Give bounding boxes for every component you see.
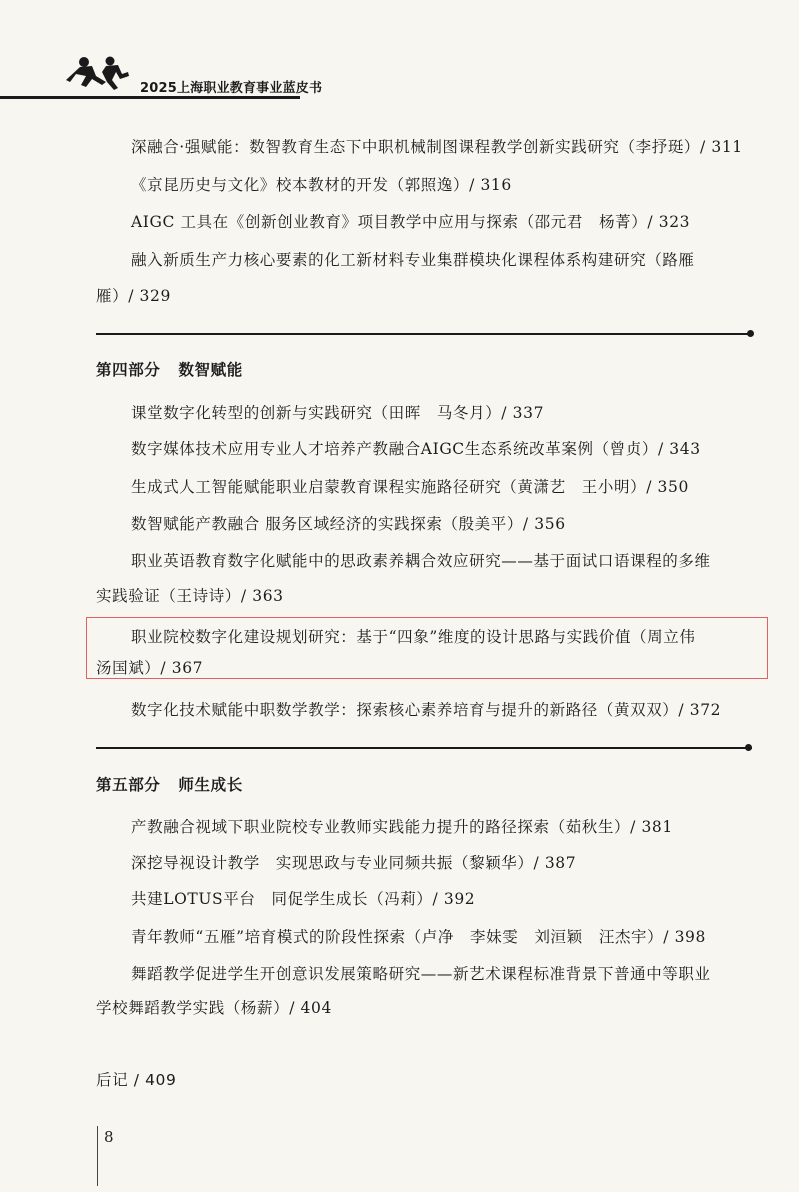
toc-entry[interactable]: 数字化技术赋能中职数学教学：探索核心素养培育与提升的新路径（黄双双）/ 372 — [131, 701, 722, 719]
toc-entry[interactable]: 深挖导视设计教学 实现思政与专业同频共振（黎颖华）/ 387 — [131, 854, 577, 872]
afterword-entry[interactable]: 后记 / 409 — [96, 1071, 177, 1089]
toc-entry[interactable]: 青年教师“五雁”培育模式的阶段性探索（卢净 李妹雯 刘洹颖 汪杰宇）/ 398 — [131, 928, 706, 946]
toc-entry[interactable]: 生成式人工智能赋能职业启蒙教育课程实施路径研究（黄潇艺 王小明）/ 350 — [131, 478, 689, 496]
toc-entry[interactable]: 《京昆历史与文化》校本教材的开发（郭照逸）/ 316 — [131, 176, 512, 194]
toc-entry-continuation[interactable]: 学校舞蹈教学实践（杨薪）/ 404 — [96, 999, 332, 1017]
book-title: 2025上海职业教育事业蓝皮书 — [140, 81, 323, 96]
toc-entry-continuation[interactable]: 雁）/ 329 — [96, 287, 171, 305]
toc-entry-highlighted[interactable]: 职业院校数字化建设规划研究：基于“四象”维度的设计思路与实践价值（周立伟 — [131, 628, 696, 646]
part-number: 第五部分 — [96, 776, 161, 794]
section-divider — [96, 747, 752, 749]
header-rule — [0, 96, 300, 99]
toc-entry[interactable]: 融入新质生产力核心要素的化工新材料专业集群模块化课程体系构建研究（路雁 — [131, 251, 695, 269]
section-divider — [96, 333, 752, 335]
toc-entry[interactable]: AIGC 工具在《创新创业教育》项目教学中应用与探索（邵元君 杨菁）/ 323 — [131, 213, 691, 231]
part-title: 数智赋能 — [178, 361, 243, 379]
part-title: 师生成长 — [178, 776, 243, 794]
toc-entry[interactable]: 数字媒体技术应用专业人才培养产教融合AIGC生态系统改革案例（曾贞）/ 343 — [131, 440, 701, 458]
part-heading — [96, 358, 243, 380]
toc-entry-continuation[interactable]: 汤国斌）/ 367 — [96, 659, 204, 677]
toc-entry[interactable]: 产教融合视域下职业院校专业教师实践能力提升的路径探索（茹秋生）/ 381 — [131, 818, 673, 836]
toc-entry[interactable]: 职业英语教育数字化赋能中的思政素养耦合效应研究——基于面试口语课程的多维 — [131, 552, 711, 570]
running-figures-logo-icon — [62, 52, 132, 92]
toc-entry[interactable]: 舞蹈教学促进学生开创意识发展策略研究——新艺术课程标准背景下普通中等职业 — [131, 965, 711, 983]
toc-entry[interactable]: 课堂数字化转型的创新与实践研究（田晖 马冬月）/ 337 — [131, 404, 545, 422]
divider-dot — [745, 744, 752, 751]
divider-dot — [747, 330, 754, 337]
toc-entry[interactable]: 数智赋能产教融合 服务区域经济的实践探索（殷美平）/ 356 — [131, 515, 566, 533]
page-number-rule — [97, 1126, 98, 1186]
part-number: 第四部分 — [96, 361, 161, 379]
toc-entry-continuation[interactable]: 实践验证（王诗诗）/ 363 — [96, 587, 284, 605]
toc-entry[interactable]: 深融合·强赋能：数智教育生态下中职机械制图课程教学创新实践研究（李抒珽）/ 311 — [131, 138, 743, 156]
part-heading — [96, 773, 243, 795]
page-number: 8 — [104, 1128, 114, 1146]
toc-entry[interactable]: 共建LOTUS平台 同促学生成长（冯莉）/ 392 — [131, 890, 476, 908]
